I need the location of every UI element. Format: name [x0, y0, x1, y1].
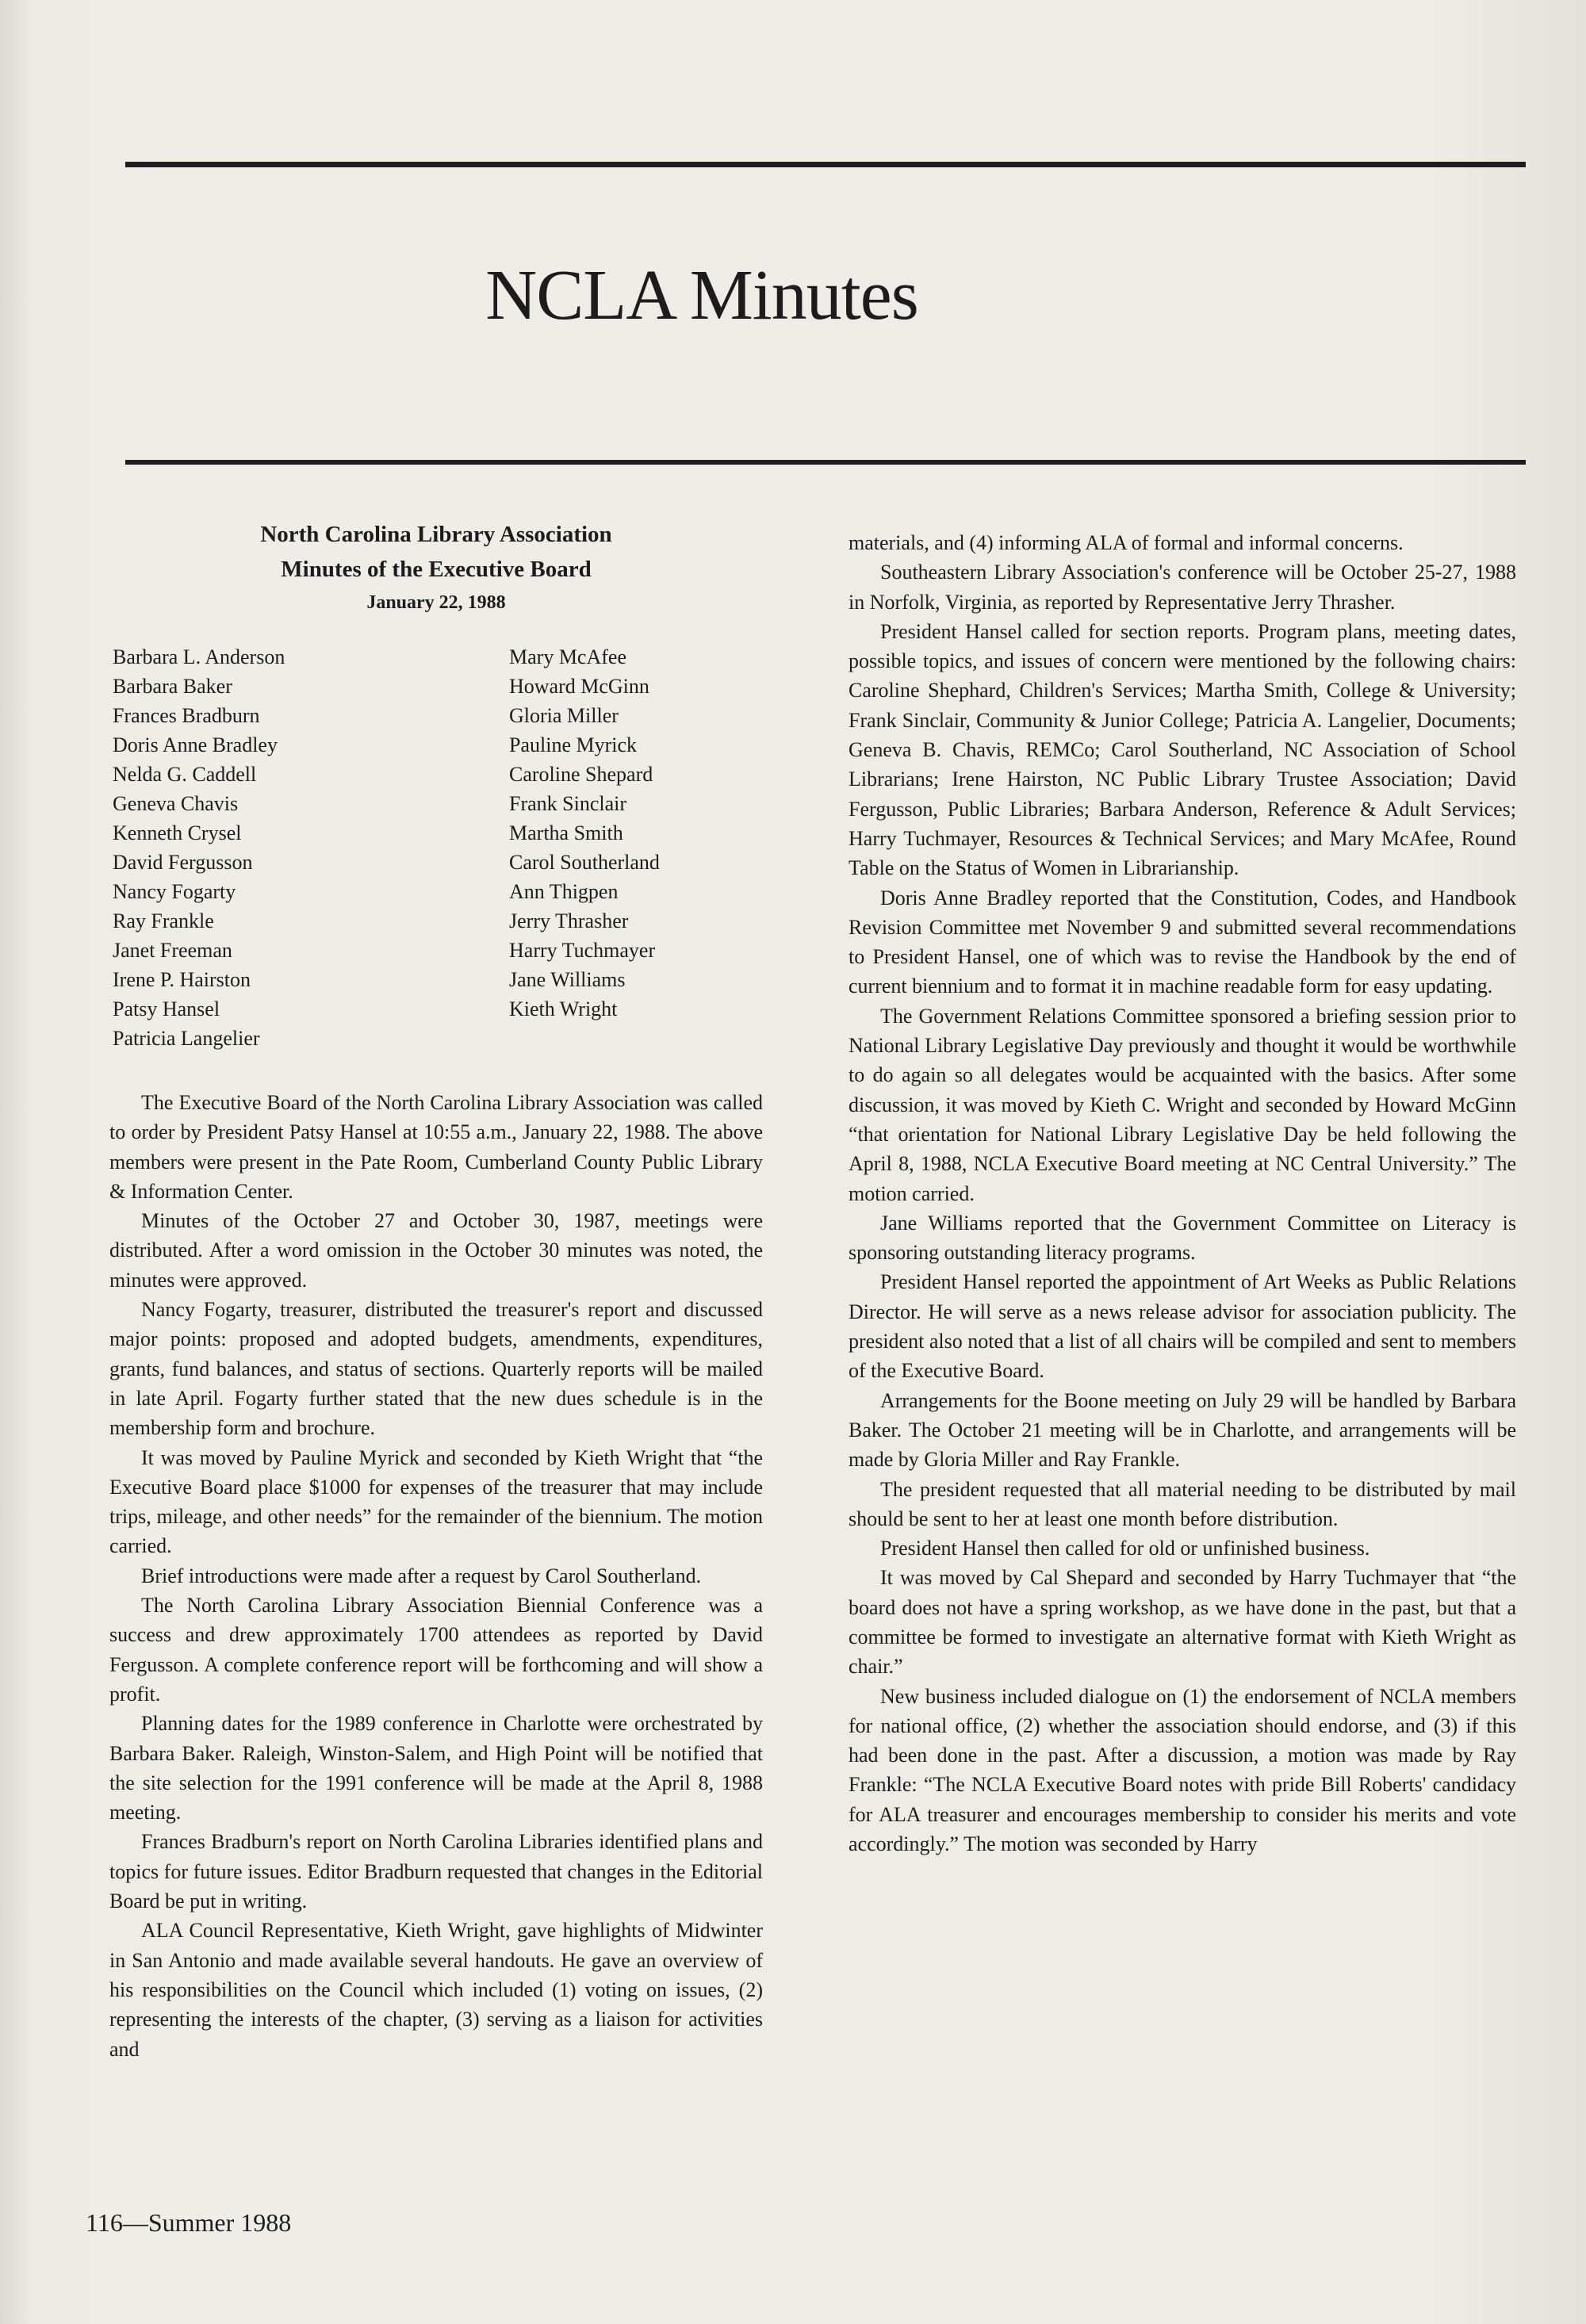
member-name: Frank Sinclair	[509, 792, 627, 815]
paragraph: Arrangements for the Boone meeting on July 29 will be handled by Barbara Baker. The October 21 meeting will be in Charlotte, and arrangements will be made by Gloria Miller and Ray Frankle.	[849, 1388, 1516, 1472]
member-name: Janet Freeman	[113, 939, 232, 962]
member-name: Martha Smith	[509, 821, 623, 844]
members-column-2	[509, 642, 660, 1053]
right-column	[849, 528, 1516, 1859]
title-rule-top	[125, 162, 1526, 167]
member-name: Carol Southerland	[509, 851, 660, 874]
member-name: Gloria Miller	[509, 704, 619, 727]
member-name: Patsy Hansel	[113, 997, 220, 1020]
paragraph: Jane Williams reported that the Government Committee on Literacy is sponsoring outstanding literacy programs.	[849, 1211, 1516, 1265]
paragraph: The Executive Board of the North Carolina Library Association was called to order by President Patsy Hansel at 10:55 a.m., January 22, 1988. The above members were present in the Pate Room, Cumberland County Public Library & Information Center.	[109, 1091, 763, 1203]
paragraph-continued: materials, and (4) informing ALA of formal and informal concerns.	[849, 531, 1404, 554]
member-name: Barbara L. Anderson	[113, 645, 285, 668]
member-name: Howard McGinn	[509, 675, 649, 698]
paragraph: President Hansel then called for old or unfinished business.	[880, 1537, 1370, 1560]
paragraph: It was moved by Cal Shepard and seconded by Harry Tuchmayer that “the board does not have a spring workshop, as we have done in the past, but that a committee be formed to investigate an alternative format with Kieth Wright as chair.”	[849, 1566, 1516, 1679]
page-footer: 116—Summer 1988	[86, 2208, 292, 2237]
paragraph: It was moved by Pauline Myrick and seconded by Kieth Wright that “the Executive Board place $1000 for expenses of the treasurer that may include trips, mileage, and other needs” for the remainder of the biennium. The motion carried.	[109, 1445, 763, 1558]
paragraph: The North Carolina Library Association Biennial Conference was a success and drew approximately 1700 attendees as reported by David Fergusson. A complete conference report will be forthcoming and will show a profit.	[109, 1594, 763, 1706]
left-column	[109, 517, 763, 2064]
member-name: Jerry Thrasher	[509, 909, 629, 932]
member-name: Patricia Langelier	[113, 1027, 260, 1050]
member-name: David Fergusson	[113, 851, 253, 874]
paragraph: The president requested that all material needing to be distributed by mail should be sent to her at least one month before distribution.	[849, 1477, 1516, 1530]
paragraph: Planning dates for the 1989 conference in Charlotte were orchestrated by Barbara Baker. Raleigh, Winston-Salem, and High Point will be notified that the site selection for the 1991 conference will be made at the April 8, 1988 meeting.	[109, 1712, 763, 1824]
paragraph: ALA Council Representative, Kieth Wright, gave highlights of Midwinter in San Antonio and made available several handouts. He gave an overview of his responsibilities on the Council which included (1) voting on issues, (2) representing the interests of the chapter, (3) serving as a liaison for activities and	[109, 1919, 763, 2061]
paragraph: Brief introductions were made after a request by Carol Southerland.	[141, 1564, 702, 1587]
page-title: NCLA Minutes	[485, 256, 918, 335]
member-name: Nelda G. Caddell	[113, 763, 257, 786]
member-name: Caroline Shepard	[509, 763, 653, 786]
member-name: Mary McAfee	[509, 645, 626, 668]
minutes-heading: Minutes of the Executive Board	[281, 557, 592, 582]
member-name: Ann Thigpen	[509, 880, 619, 903]
member-name: Doris Anne Bradley	[113, 733, 278, 756]
paragraph: The Government Relations Committee sponsored a briefing session prior to National Library Legislative Day previously and thought it would be worthwhile to do again so all delegates would be acquainted with the basics. After some discussion, it was moved by Kieth C. Wright and seconded by Howard McGinn “that orientation for National Library Legislative Day be held following the April 8, 1988, NCLA Executive Board meeting at NC Central University.” The motion carried.	[849, 1004, 1516, 1205]
members-column-1	[109, 642, 509, 1053]
paragraph: Frances Bradburn's report on North Carolina Libraries identified plans and topics for future issues. Editor Bradburn requested that changes in the Editorial Board be put in writing.	[109, 1830, 763, 1913]
member-name: Ray Frankle	[113, 909, 214, 932]
org-heading: North Carolina Library Association	[260, 522, 612, 547]
meeting-date: January 22, 1988	[366, 592, 506, 613]
paragraph: Minutes of the October 27 and October 30, 1987, meetings were distributed. After a word omission in the October 30 minutes was noted, the minutes were approved.	[109, 1209, 763, 1292]
title-rule-bottom	[125, 460, 1526, 465]
paragraph: President Hansel reported the appointment of Art Weeks as Public Relations Director. He will serve as a news release advisor for association publicity. The president also noted that a list of all chairs will be compiled and sent to members of the Executive Board.	[849, 1270, 1516, 1383]
member-name: Kieth Wright	[509, 997, 618, 1020]
member-name: Irene P. Hairston	[113, 968, 251, 991]
member-name: Nancy Fogarty	[113, 880, 236, 903]
paragraph: Doris Anne Bradley reported that the Constitution, Codes, and Handbook Revision Committee met November 9 and submitted several recommendations to President Hansel, one of which was to revise the Handbook by the end of current biennium and to format it in machine readable form for easy updating.	[849, 886, 1516, 998]
member-name: Pauline Myrick	[509, 733, 638, 756]
paragraph: Nancy Fogarty, treasurer, distributed the treasurer's report and discussed major points: proposed and adopted budgets, amendments, expenditures, grants, fund balances, and status of sections. Quarterly reports will be mailed in late April. Fogarty further stated that the new dues schedule is in the membership form and brochure.	[109, 1298, 763, 1440]
paragraph: New business included dialogue on (1) the endorsement of NCLA members for national office, (2) whether the association should endorse, and (3) if this had been done in the past. After a discussion, a motion was made by Ray Frankle: “The NCLA Executive Board notes with pride Bill Roberts' candidacy for ALA treasurer and encourages membership to consider his merits and vote accordingly.” The motion was seconded by Harry	[849, 1684, 1516, 1856]
member-name: Geneva Chavis	[113, 792, 239, 815]
members-list	[109, 642, 763, 1053]
member-name: Barbara Baker	[113, 675, 232, 698]
member-name: Kenneth Crysel	[113, 821, 242, 844]
member-name: Frances Bradburn	[113, 704, 260, 727]
paragraph: President Hansel called for section reports. Program plans, meeting dates, possible topics, and issues of concern were mentioned by the following chairs: Caroline Shephard, Children's Services; Martha Smith, College & University; Frank Sinclair, Community & Junior College; Patricia A. Langelier, Documents; Geneva B. Chavis, REMCo; Carol Southerland, NC Association of School Librarians; Irene Hairston, NC Public Library Trustee Association; David Fergusson, Public Libraries; Barbara Anderson, Reference & Adult Services; Harry Tuchmayer, Resources & Technical Services; and Mary McAfee, Round Table on the Status of Women in Librarianship.	[849, 619, 1516, 880]
member-name: Jane Williams	[509, 968, 626, 991]
paragraph: Southeastern Library Association's conference will be October 25-27, 1988 in Norfolk, Virginia, as reported by Representative Jerry Thrasher.	[849, 561, 1516, 614]
member-name: Harry Tuchmayer	[509, 939, 656, 962]
